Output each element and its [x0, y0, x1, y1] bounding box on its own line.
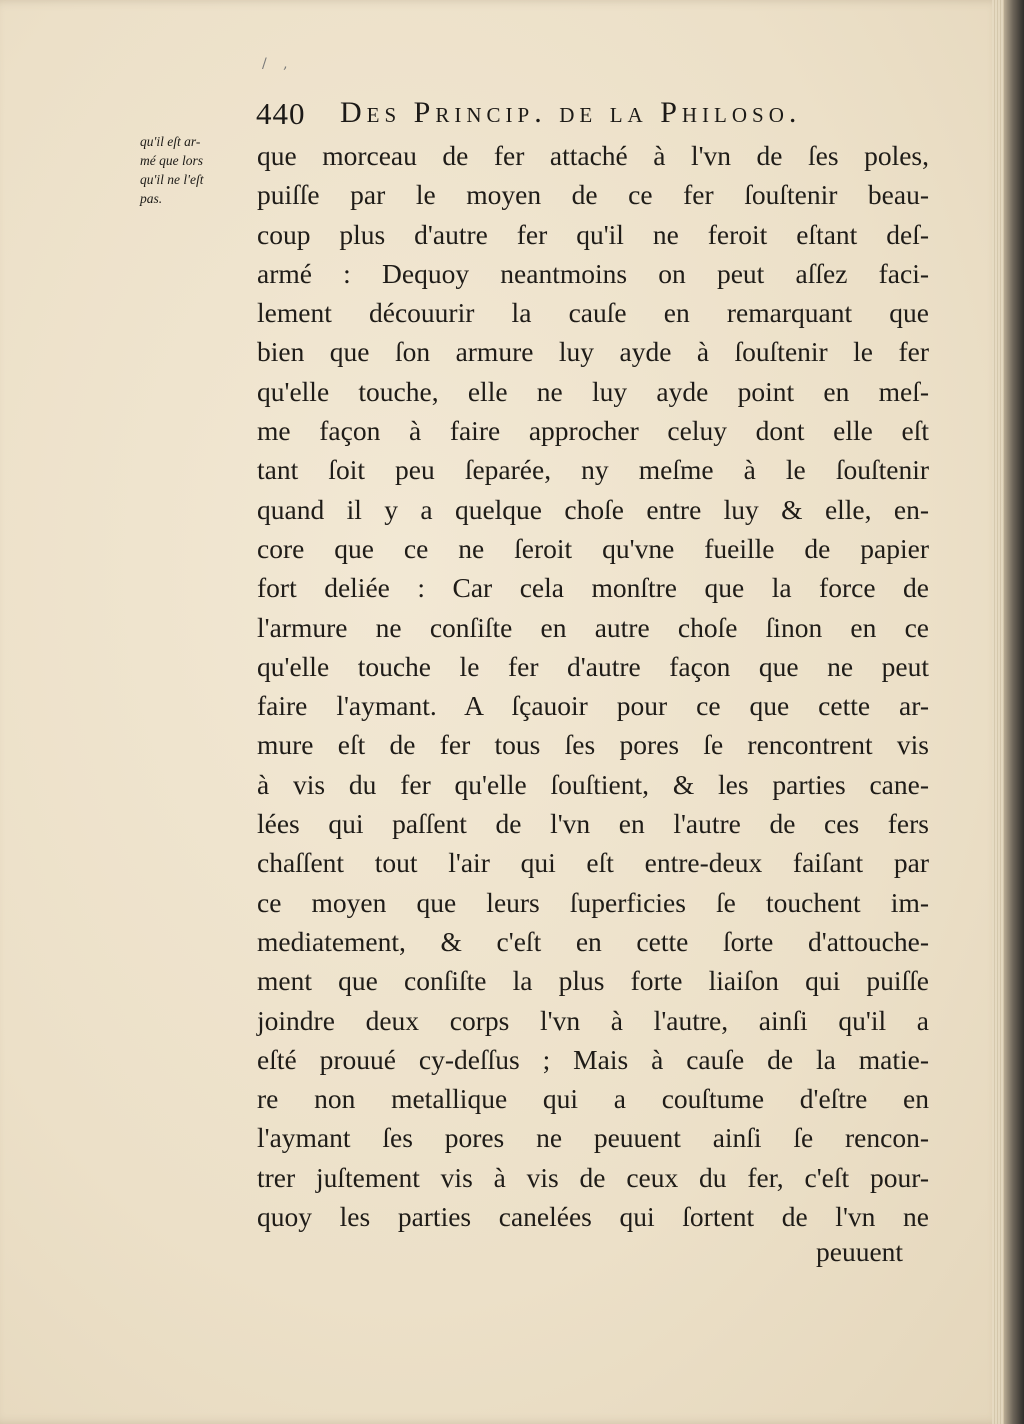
body-text [257, 136, 929, 1236]
catchword: peuuent [816, 1236, 904, 1267]
text-line: chaſſent tout l'air qui eſt entre-deux faiſant par [257, 847, 929, 879]
text-line: armé : Dequoy neantmoins on peut aſſez faci- [257, 257, 929, 289]
page-number: 440 [256, 96, 306, 131]
text-line: mediatement, & c'eſt en cette ſorte d'attouche- [257, 925, 929, 957]
marginal-note [140, 132, 244, 208]
text-line: lées qui paſſent de l'vn en l'autre de ces fers [257, 808, 929, 840]
text-line: lement découurir la cauſe en remarquant que [257, 297, 929, 329]
text-line: faire l'aymant. A ſçauoir pour ce que cette ar- [257, 690, 929, 722]
marginal-note-line: pas. [140, 191, 163, 206]
text-line: ment que conſiſte la plus forte liaiſon qui puiſſe [257, 965, 929, 997]
text-line: eſté prouué cy-deſſus ; Mais à cauſe de la matie- [257, 1043, 929, 1075]
text-line: quand il y a quelque choſe entre luy & elle, en- [257, 493, 929, 525]
text-line: bien que ſon armure luy ayde à ſouſtenir le fer [257, 336, 929, 368]
text-line: puiſſe par le moyen de ce fer ſouſtenir beau- [257, 179, 929, 211]
text-line: fort deliée : Car cela monſtre que la force de [257, 572, 929, 604]
running-head: Des Princip. de la Philoso. [340, 96, 802, 129]
marginal-note-line: qu'il ne l'eſt [140, 172, 204, 187]
text-line: à vis du fer qu'elle ſouſtient, & les parties cane- [257, 768, 929, 800]
text-line: me façon à faire approcher celuy dont elle eſt [257, 415, 929, 447]
text-line: qu'elle touche le fer d'autre façon que ne peut [257, 650, 929, 682]
text-line: mure eſt de fer tous ſes pores ſe rencontrent vis [257, 729, 929, 761]
text-line: tant ſoit peu ſeparée, ny meſme à le ſouſtenir [257, 454, 929, 486]
text-line: ce moyen que leurs ſuperficies ſe touchent im- [257, 886, 929, 918]
text-line: core que ce ne ſeroit qu'vne fueille de papier [257, 532, 929, 564]
text-line: qu'elle touche, elle ne luy ayde point en meſ- [257, 375, 929, 407]
text-line: re non metallique qui a couſtume d'eſtre en [257, 1083, 929, 1115]
text-line: joindre deux corps l'vn à l'autre, ainſi qu'il a [257, 1004, 929, 1036]
text-line: coup plus d'autre fer qu'il ne feroit eſtant deſ- [257, 218, 929, 250]
page-edge [992, 0, 1004, 1424]
text-line: l'aymant ſes pores ne peuuent ainſi ſe rencon- [257, 1122, 929, 1154]
marginal-note-line: qu'il eſt ar- [140, 134, 201, 149]
book-gutter [1004, 0, 1024, 1424]
marginal-note-line: mé que lors [140, 153, 203, 168]
margin-mark: / , [262, 56, 294, 72]
text-line: trer juſtement vis à vis de ceux du fer, c'eſt pour- [257, 1161, 929, 1193]
text-line: quoy les parties canelées qui ſortent de l'vn ne [257, 1201, 929, 1233]
text-line: l'armure ne conſiſte en autre choſe ſinon en ce [257, 611, 929, 643]
text-line: que morceau de fer attaché à l'vn de ſes poles, [257, 140, 929, 171]
